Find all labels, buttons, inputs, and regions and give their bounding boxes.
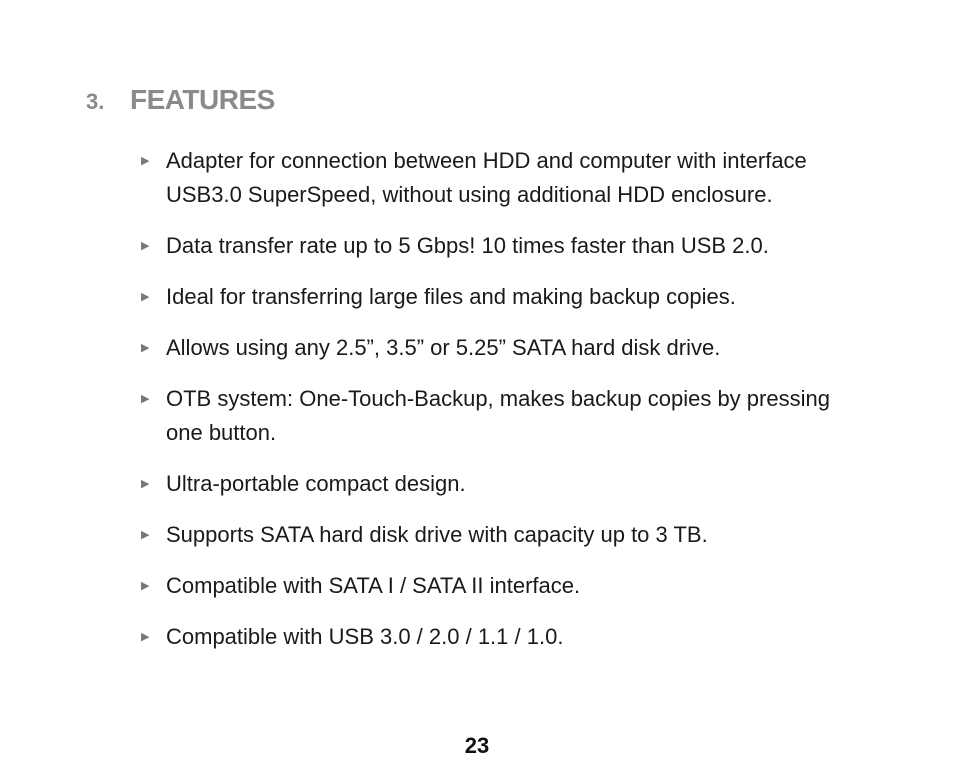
page-number: 23 xyxy=(464,733,490,758)
triangle-right-icon: ▶ xyxy=(141,529,150,541)
feature-text: Compatible with USB 3.0 / 2.0 / 1.1 / 1.0. xyxy=(166,624,564,649)
list-item xyxy=(141,280,861,314)
triangle-right-icon: ▶ xyxy=(141,393,150,405)
section-title: FEATURES xyxy=(130,84,275,115)
list-item xyxy=(141,569,861,603)
triangle-right-icon: ▶ xyxy=(141,631,150,643)
list-item xyxy=(141,144,861,212)
feature-text: Compatible with SATA I / SATA II interface. xyxy=(166,573,581,598)
list-item xyxy=(141,620,861,654)
list-item xyxy=(141,229,861,263)
triangle-right-icon: ▶ xyxy=(141,155,150,167)
list-item xyxy=(141,382,861,450)
feature-text: Ideal for transferring large files and making backup copies. xyxy=(166,284,736,309)
feature-text: Supports SATA hard disk drive with capacity up to 3 TB. xyxy=(166,522,708,547)
triangle-right-icon: ▶ xyxy=(141,240,150,252)
feature-text: Data transfer rate up to 5 Gbps! 10 times faster than USB 2.0. xyxy=(166,233,769,258)
triangle-right-icon: ▶ xyxy=(141,478,150,490)
feature-text: Allows using any 2.5”, 3.5” or 5.25” SATA hard disk drive. xyxy=(166,335,721,360)
list-item xyxy=(141,331,861,365)
triangle-right-icon: ▶ xyxy=(141,580,150,592)
triangle-right-icon: ▶ xyxy=(141,291,150,303)
feature-text: Adapter for connection between HDD and computer with interface USB3.0 SuperSpeed, without using additional HDD enclosure. xyxy=(166,148,807,207)
triangle-right-icon: ▶ xyxy=(141,342,150,354)
list-item xyxy=(141,467,861,501)
feature-text: OTB system: One-Touch-Backup, makes backup copies by pressing one button. xyxy=(166,386,830,445)
section-heading xyxy=(86,84,275,116)
list-item xyxy=(141,518,861,552)
section-number: 3. xyxy=(86,89,105,114)
feature-text: Ultra-portable compact design. xyxy=(166,471,466,496)
feature-list xyxy=(141,144,861,671)
